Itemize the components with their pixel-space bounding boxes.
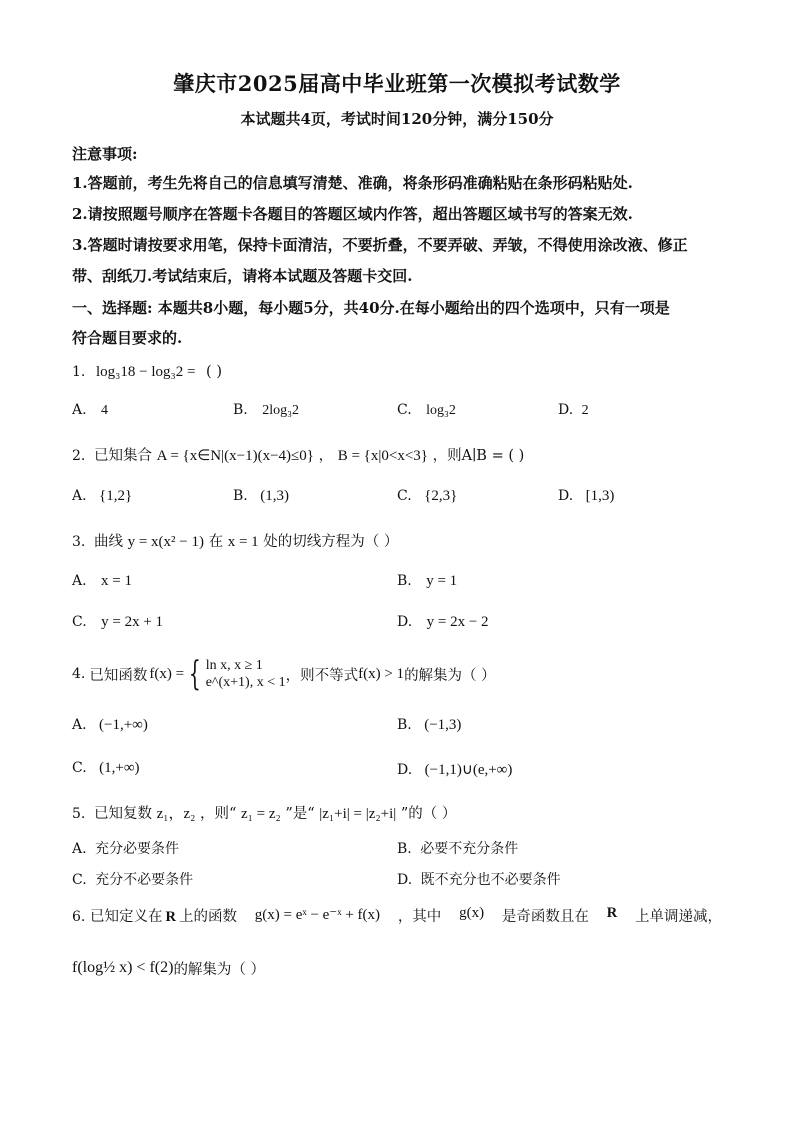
question-3: 3. 曲线 y = x(x² − 1) 在 x = 1 处的切线方程为（ ） — [72, 534, 399, 550]
set-b: B = {x|0<x<3} — [337, 448, 428, 464]
q5-option-d: D. 既不充分也不必要条件 — [397, 872, 561, 888]
q3-option-b: B. y = 1 — [397, 573, 458, 589]
q2-option-c: C. {2,3} — [397, 488, 458, 504]
q3-option-a: A. x = 1 — [72, 573, 132, 589]
section-heading-line2: 符合题目要求的. — [72, 329, 183, 347]
function-f: f(x) = — [149, 665, 185, 682]
q1-option-c: C. log₃2 — [397, 402, 456, 418]
q3-option-c: C. y = 2x + 1 — [72, 614, 164, 630]
q5-option-b: B. 必要不充分条件 — [397, 841, 519, 857]
exam-info: 本试题共4页，考试时间120分钟，满分150分 — [240, 110, 554, 128]
q4-option-d: D. (−1,1)∪(e,+∞) — [397, 762, 513, 778]
answer-paren: ( ) — [206, 364, 222, 380]
function-g: g(x) = eˣ − e⁻ˣ + f(x) — [254, 907, 381, 923]
section-heading-line1: 一、选择题: 本题共8小题，每小题5分，共40分.在每小题给出的四个选项中，只有一项是 — [72, 299, 670, 317]
q5-option-a: A. 充分必要条件 — [72, 841, 180, 857]
notice-item-3: 3.答题时请按要求用笔，保持卡面清洁，不要折叠，不要弄破、弄皱，不得使用涂改液、修正 — [72, 236, 688, 254]
question-6-line2: f(log½ x) < f(2) 的解集为（ ） — [72, 959, 266, 978]
piecewise-brace: { — [188, 654, 201, 694]
question-6-line1: 6. 已知定义在 R 上的函数 g(x) = eˣ − e⁻ˣ + f(x) ，其中 g(x) 是奇函数且在 R 上单调递减， — [72, 905, 722, 925]
curve-expression: y = x(x² − 1) — [127, 534, 204, 550]
q4-option-a: A. (−1,+∞) — [72, 717, 148, 733]
q1-option-d: D. 2 — [558, 402, 589, 418]
q1-option-b: B. 2log₃2 — [233, 402, 299, 418]
q3-option-d: D. y = 2x − 2 — [397, 614, 489, 630]
question-1 — [72, 364, 222, 381]
q2-option-b: B. (1,3) — [233, 488, 289, 504]
q2-option-a: A. {1,2} — [72, 488, 133, 504]
page-title: 肇庆市2025届高中毕业班第一次模拟考试数学 — [173, 71, 621, 96]
q5-option-c: C. 充分不必要条件 — [72, 872, 194, 888]
q4-option-b: B. (−1,3) — [397, 717, 462, 733]
question-5: 5. 已知复数 z₁，z₂ ，则“ z₁ = z₂ ”是“ |z₁+i| = |z₂+i| ”的（ ） — [72, 806, 457, 822]
question-4: 4. 已知函数 f(x) = { ln x, x ≥ 1 e^(x+1), x < 1 ，则不等式 f(x) > 1 的解集为（ ） — [72, 654, 496, 694]
q4-option-c: C. (1,+∞) — [72, 760, 140, 776]
inequality-expression: f(log½ x) < f(2) — [72, 959, 174, 976]
q2-option-d: D. [1,3) — [558, 488, 615, 504]
question-1-stem: log₃18 − log₃2 = — [95, 364, 196, 380]
q1-option-a: A. 4 — [72, 402, 109, 418]
piecewise-cases: ln x, x ≥ 1 e^(x+1), x < 1 — [205, 658, 286, 690]
question-number: 1. — [72, 364, 86, 380]
notice-item-1: 1.答题前，考生先将自己的信息填写清楚、准确，将条形码准确粘贴在条形码粘贴处. — [72, 174, 633, 192]
notice-item-2: 2.请按照题号顺序在答题卡各题目的答题区域内作答，超出答题区域书写的答案无效. — [72, 205, 633, 223]
notice-heading: 注意事项: — [72, 145, 138, 163]
question-2: 2. 已知集合 A = {x∈N|(x−1)(x−4)≤0} ， B = {x|0<x<3} ，则A∣B = ( ) — [72, 448, 525, 464]
notice-item-3-cont: 带、刮纸刀.考试结束后，请将本试题及答题卡交回. — [72, 267, 413, 285]
set-a: A = {x∈N|(x−1)(x−4)≤0} — [156, 448, 314, 464]
